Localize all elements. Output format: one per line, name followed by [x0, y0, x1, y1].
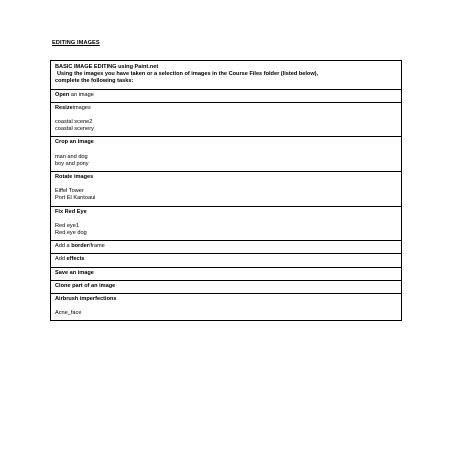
- file-list: [55, 154, 397, 168]
- file-item: Red eye1: [55, 222, 79, 229]
- task-row-save: [51, 267, 401, 280]
- task-label: Save an image: [55, 269, 94, 276]
- task-label: Add a border/frame: [55, 243, 105, 250]
- file-list: [55, 119, 397, 133]
- task-label: Crop an image: [55, 139, 94, 146]
- file-list: [55, 223, 397, 237]
- task-label: Clone part of an image: [55, 282, 116, 289]
- file-item: Eiffel Tower: [55, 188, 84, 195]
- task-row-border: [51, 240, 401, 253]
- task-label: Fix Red Eye: [55, 208, 87, 215]
- file-item: Port El Kantoaui: [55, 195, 96, 202]
- file-list: [55, 310, 397, 317]
- file-item: Red eye dog: [55, 230, 87, 237]
- header-line-3: complete the following tasks:: [55, 78, 134, 85]
- file-item: coastal scenery: [55, 126, 94, 133]
- task-row-airbrush: [51, 293, 401, 320]
- document-title: EDITING IMAGES: [52, 40, 100, 46]
- task-label: Resizeimages: [55, 104, 91, 111]
- task-row-open: [51, 89, 401, 102]
- task-label: Open an image: [55, 91, 94, 98]
- task-table: [50, 60, 402, 321]
- table-header: [51, 61, 401, 89]
- header-line-2: Using the images you have taken or a selection of images in the Course Files folder (listed below),: [57, 71, 319, 78]
- file-item: boy and pony: [55, 160, 89, 167]
- task-row-resize: [51, 102, 401, 137]
- task-row-red-eye: [51, 206, 401, 241]
- file-list: [55, 188, 397, 202]
- task-row-effects: [51, 253, 401, 266]
- task-row-rotate: [51, 171, 401, 206]
- file-item: man and dog: [55, 153, 88, 160]
- task-row-clone: [51, 280, 401, 293]
- file-item: Acne_face: [55, 310, 82, 317]
- task-label: Add effects: [55, 256, 85, 263]
- task-label: Rotate images: [55, 174, 94, 181]
- file-item: coastal scene2: [55, 119, 93, 126]
- task-label: Airbrush imperfections: [55, 296, 117, 303]
- task-row-crop: [51, 136, 401, 171]
- header-line-1: BASIC IMAGE EDITING using Paint.net: [55, 64, 159, 70]
